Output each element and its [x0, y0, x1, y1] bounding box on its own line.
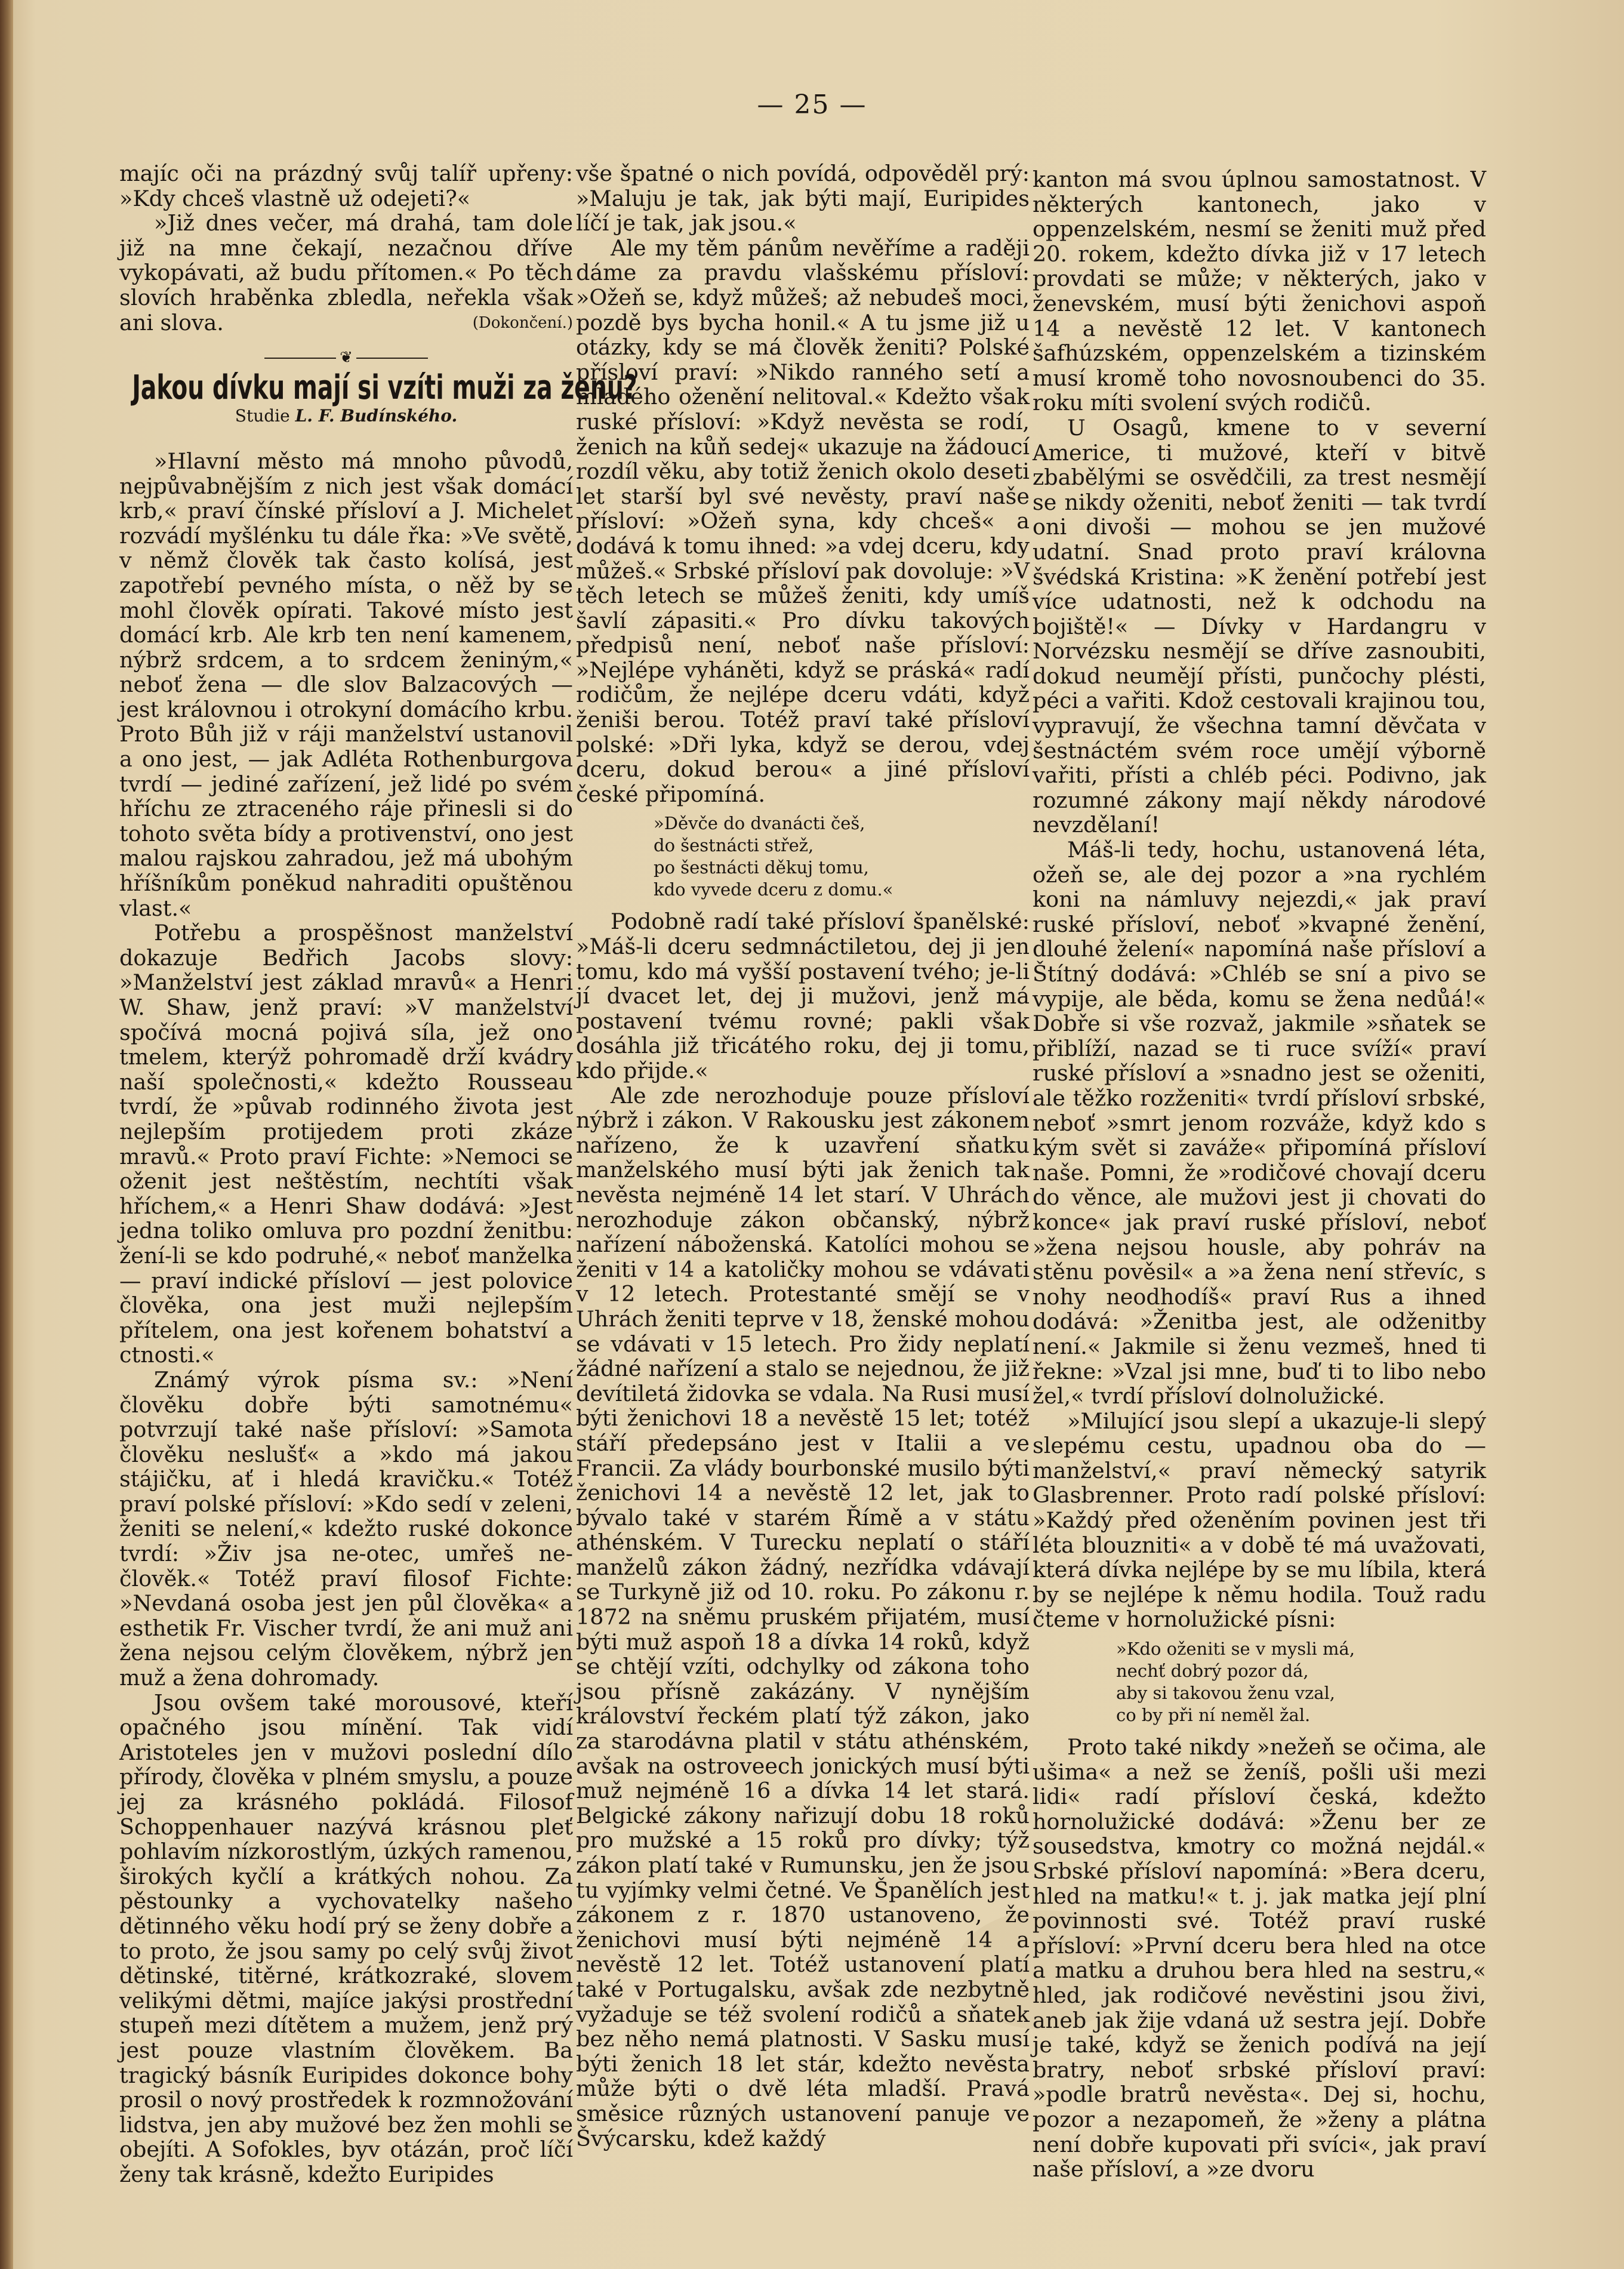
- paragraph: Známý výrok písma sv.: »Není člověku dobře býti samotnému« potvrzují také naše přísloví: »Samota člověku neslušť« a »kdo má jakou stájičku, ať i hledá kravičku.« Totéž praví polské přísloví: »Kdo sedí v zeleni, ženiti se nelení,« kdežto ruské dokonce tvrdí: »Živ jsa ne-otec, umřeš ne-člověk.« Totéž praví filosof Fichte: »Nevdaná osoba jest jen půl člověka« a esthetik Fr. Vischer tvrdí, že ani muž ani žena nejsou celým člověkem, nýbrž jen muž a žena dohromady.: [119, 1366, 573, 1691]
- proverb-verse: [654, 812, 1030, 901]
- paragraph: »Milující jsou slepí a ukazuje-li slepý slepému cestu, upadnou oba do — manželství,« praví německý satyrik Glasbrenner. Proto radí polské přísloví: »Každý před oženěním povinen jest tři léta blouzniti« a v době té má uvažovati, která dívka nejlépe by se mu líbila, která by se nejlépe k němu hodila. Touž radu čteme v hornolužické písni:: [1033, 1408, 1486, 1633]
- binding-edge: [0, 0, 13, 2269]
- byline-author: L. F. Budínského.: [295, 406, 458, 426]
- paragraph: Potřebu a prospěšnost manželství dokazuje Bedřich Jacobs slovy: »Manželství jest základ mravů« a Henri W. Shaw, jenž praví: »V manželství spočívá mocná pojivá síla, jež ono tmelem, kterýž pohromadě drží kvádry naší společnosti,« kdežto Rousseau tvrdí, že »půvab rodinného života jest nejlepším protijedem proti zkáze mravů.« Proto praví Fichte: »Nemoci se oženit jest neštěstím, nechtíti však hříchem,« a Henri Shaw dodává: »Jest jedna toliko omluva pro pozdní ženitbu: žení-li se kdo podruhé,« neboť manželka — praví indické přísloví — jest polovice člověka, ona jest muži nejlepším přítelem, ona jest kořenem bohatství a ctnosti.«: [119, 920, 573, 1368]
- verse-line: co by při ní neměl žal.: [1116, 1705, 1311, 1726]
- column-1: [119, 161, 637, 2187]
- paragraph: »Hlavní město má mnoho původů, nejpůvabnějším z nich jest však domácí krb,« praví čínské přísloví a J. Michelet rozvádí myšlénku tu dále řka: »Ve světě, v němž člověk tak často kolísá, jest zapotřebí pevného místa, o něž by se mohl člověk opírati. Takové místo jest domácí krb. Ale krb ten není kamenem, nýbrž srdcem, a to srdcem ženiným,« neboť žena — dle slov Balzacových — jest královnou i otrokyní domácího krbu. Proto Bůh již v ráji manželství ustanovil a ono jest, — jak Adléta Rothenburgova tvrdí — jediné zařízení, jež lidé po svém hříchu ze ztraceného ráje přinesli si do tohoto světa bídy a protivenství, ono jest malou rajskou zahradou, jež má ubohým hříšníkům poněkud nahraditi opuštěnou vlast.«: [119, 448, 573, 921]
- flourish-icon: ❦: [340, 349, 353, 367]
- paragraph: Jsou ovšem také morousové, kteří opačného jsou mínění. Tak vidí Aristoteles jen v mužovi poslední dílo přírody, člověka v plném smyslu, a pouze jej za krásného pokládá. Filosof Schoppenhauer nazývá krásnou pleť pohlavím nízkorostlým, úzkých ramenou, širokých kyčlí a krátkých nohou. Za pěstounky a vychovatelky našeho dětinného věku hodí prý se ženy dobře a to proto, že jsou samy po celý svůj život dětinské, titěrné, krátkozraké, slovem velikými dětmi, majíce jakýsi prostřední stupeň mezi dítětem a mužem, jenž prý jest pouze vlastním člověkem. Ba tragický básník Euripides dokonce bohy prosil o nový prostředek k rozmnožování lidstva, jen aby mužové bez žen mohli se obejíti. A Sofokles, byv otázán, proč líčí ženy tak krásně, kdežto Euripides: [119, 1689, 573, 2187]
- column-3: [1033, 167, 1486, 2182]
- paragraph: majíc oči na prázdný svůj talíř upřeny: »Kdy chceš vlastně už odejeti?«: [119, 161, 573, 211]
- paragraph: »Již dnes večer, má drahá, tam dole již na mne čekají, nezačnou dříve vykopávati, až budu přítomen.« Po těch slovích hraběnka zbledla, neřekla však ani slova.: [119, 210, 573, 335]
- paragraph: Ale zde nerozhoduje pouze přísloví nýbrž i zákon. V Rakousku jest zákonem nařízeno, že k uzavření sňatku manželského musí býti jak ženich tak nevěsta nejméně 14 let starí. V Uhrách nerozhoduje zákon občanský, nýbrž nařízení náboženská. Katolíci mohou se ženiti v 14 a katoličky mohou se vdávati v 12 letech. Protestanté smějí se v Uhrách ženiti teprve v 18, ženské mohou se vdávati v 15 letech. Pro židy neplatí žádné nařízení a stalo se nejednou, že již devítiletá židovka se vdala. Na Rusi musí býti ženichovi 18 a nevěstě 15 let; totéž stáří předepsáno jest v Italii a ve Francii. Za vlády bourbonské musilo býti ženichovi 14 a nevěstě 12 let, jak to bývalo také v starém Římě a v státu athénském. V Turecku neplatí o stáří manželů zákon žádný, nezřídka vdávají se Turkyně již od 10. roku. Po zákonu r. 1872 na sněmu pruském přijatém, musí býti muž aspoň 18 a dívka 14 roků, když se chtějí vzíti, odchylky od zákona toho jsou přísně zakázány. V nynějším království řeckém platí týž zákon, jako za starodávna platil v státu athénském, avšak na ostroveech jonických musí býti muž nejméně 16 a dívka 14 let stará. Belgické zákony nařizují dobu 18 roků pro mužské a 15 roků pro dívky; týž zákon platí také v Rumunsku, jen že jsou tu vyjímky velmi četné. Ve Španělích jest zákonem z r. 1870 ustanoveno, že ženichovi musí býti nejméně 14 a nevěstě 12 let. Totéž ustanovení platí také v Portugalsku, avšak zde nezbytně vyžaduje se též svolení rodičů a sňatek bez něho nemá platnosti. V Sasku musí býti ženich 18 let stár, kdežto nevěsta může býti o dvě léta mladší. Pravá směsice různých ustanovení panuje ve Švýcarsku, kdež každý: [576, 1082, 1030, 2151]
- paragraph: vše špatné o nich povídá, odpověděl prý: »Maluju je tak, jak býti mají, Euripides líčí je tak, jak jsou.«: [576, 161, 1030, 236]
- paragraph: Podobně radí také přísloví španělské: »Máš-li dceru sedmnáctiletou, dej ji jen tomu, kdo má vyšší postavení tvého; je-li jí dvacet let, dej ji mužovi, jenž má postavení tvému rovné; pakli však dosáhla již třicátého roku, dej ji tomu, kdo přijde.«: [576, 909, 1030, 1083]
- article-title: Jakou dívku mají si vzíti muži za ženu?: [132, 368, 637, 407]
- verse-line: »Děvče do dvanácti češ,: [654, 813, 865, 834]
- verse-line: do šestnácti střež,: [654, 835, 814, 856]
- section-divider: [119, 344, 573, 367]
- continuation-note: (Dokončení.): [472, 314, 573, 333]
- paragraph: Ale my těm pánům nevěříme a raději dáme za pravdu vlašskému přísloví: »Ožeň se, když můžeš; až nebudeš moci, pozdě bys bycha honil.« A tu jsme již u otázky, kdy se má člověk ženiti? Polské přísloví praví: »Nikdo ranného setí a mladého oženění nelitoval.« Kdežto však ruské přísloví: »Když nevěsta se rodí, ženich na kůň sedej« ukazuje na žádoucí rozdíl věku, aby totiž ženich okolo deseti let starší byl své nevěsty, praví naše přísloví: »Ožeň syna, kdy chceš« a dodává k tomu ihned: »a vdej dceru, kdy můžeš.« Srbské přísloví pak dovoluje: »V těch letech se můžeš ženiti, kdy umíš šavlí zápasiti.« Pro dívku takových předpisů není, neboť naše přísloví: »Nejlépe vyháněti, když se práská« radí rodičům, že nejlépe dceru vdáti, když ženiši berou. Totéž praví také přísloví polské: »Dři lyka, když se derou, vdej dceru, dokud berou« a jiné přísloví české připomíná.: [576, 235, 1030, 807]
- verse-line: nechť dobrý pozor dá,: [1116, 1661, 1309, 1682]
- verse-line: kdo vyvede dceru z domu.«: [654, 879, 893, 900]
- page-number: — 25 —: [757, 90, 867, 120]
- column-2: [576, 161, 1030, 2151]
- verse-line: »Kdo oženiti se v mysli má,: [1116, 1639, 1355, 1660]
- byline-prefix: Studie: [235, 406, 290, 426]
- verse-line: aby si takovou ženu vzal,: [1116, 1683, 1336, 1704]
- paragraph: Máš-li tedy, hochu, ustanovená léta, ožeň se, ale dej pozor a »na rychlém koni na námluvy nejezdi,« jak praví ruské přísloví, neboť »kvapné ženění, dlouhé želení« napomíná naše přísloví a Štítný dodává: »Chléb se sní a pivo se vypije, ale běda, komu se žena nedůá!« Dobře si vše rozvaž, jakmile »sňatek se přiblíží, nazad se ti ruce svíží« praví ruské přísloví a »snadno jest se oženiti, ale těžko rozženiti« tvrdí přísloví srbské, neboť »smrt jenom rozváže, když kdo s kým svět si zaváže« připomíná přísloví naše. Pomni, že »rodičové chovají dceru do věnce, ale mužovi jest ji chovati do konce« jak praví ruské přísloví, neboť »žena nejsou housle, aby pohráv na stěnu pověsil« a »a žena není střevíc, s nohy neodhodíš« praví Rus a ihned dodává: »Ženitba jest, ale odženitby není.« Jakmile si ženu vezmeš, hned ti řekne: »Vzal jsi mne, buď ti to libo nebo žel,« tvrdí přísloví dolnolužické.: [1033, 837, 1486, 1409]
- paragraph: U Osagů, kmene to v severní Americe, ti mužové, kteří v bitvě zbabělými se osvědčili, za trest nesmějí se nikdy oženiti, neboť ženiti — tak tvrdí oni divoši — mohou se jen mužové udatní. Snad proto praví královna švédská Kristina: »K ženění potřebí jest více udatnosti, než k odchodu na bojiště!« — Dívky v Hardangru v Norvézsku nesmějí se dříve zasnoubiti, dokud neumějí přísti, punčochy plésti, péci a vařiti. Kdož cestovali krajinou tou, vypravují, že všechna tamní děvčata v šestnáctém svém roce umějí výborně vařiti, přísti a chléb péci. Podivno, jak rozumné zákony mají někdy národové nevzdělaní!: [1033, 414, 1486, 838]
- byline: [119, 404, 573, 429]
- folk-song-verse: [1116, 1638, 1486, 1726]
- paragraph: Proto také nikdy »nežeň se očima, ale ušima« a než se ženíš, pošli uši mezi lidi« radí přísloví česká, kdežto hornolužické dodává: »Ženu ber ze sousedstva, kmotry co možná nejdál.« Srbské přísloví napomíná: »Bera dceru, hled na matku!« t. j. jak matka její plní povinnosti své. Totéž praví ruské přísloví: »První dceru bera hled na otce a matku a druhou bera hled na sestru,« hled, jak rodičové nevěstini jsou živi, aneb jak žije vdaná už sestra její. Dobře je také, když se ženich podívá na její bratry, neboť srbské přísloví praví: »podle bratrů nevěsta«. Dej si, hochu, pozor a nezapomeň, že »ženy a plátna není dobře kupovati při svíci«, jak praví naše přísloví, a »ze dvoru: [1033, 1734, 1486, 2182]
- verse-line: po šestnácti děkuj tomu,: [654, 857, 869, 878]
- paragraph: kanton má svou úplnou samostatnost. V některých kantonech, jako v oppenzelském, nesmí se ženiti muž před 20. rokem, kdežto dívka již v 17 letech provdati se může; v některých, jako v ženevském, musí býti ženichovi aspoň 14 a nevěstě 12 let. V kantonech šafhúzském, oppenzelském a tizinském musí kromě toho novosnoubenci do 35. roku míti svolení svých rodičů.: [1033, 167, 1486, 416]
